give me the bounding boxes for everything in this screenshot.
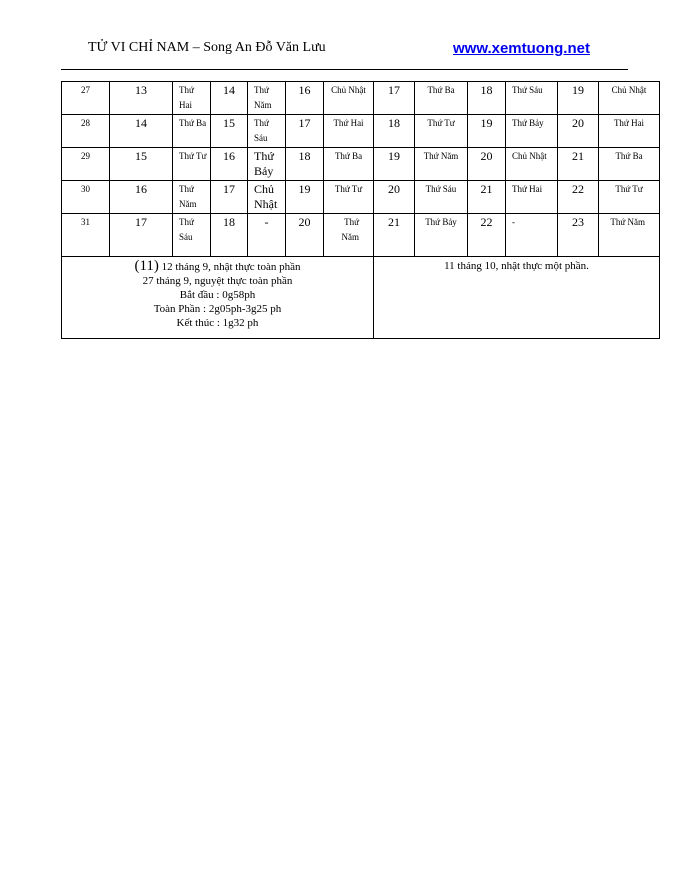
- note-line: Kết thúc : 1g32 ph: [176, 317, 259, 329]
- table-cell: Thứ Tư: [415, 115, 468, 148]
- table-row: [62, 148, 660, 181]
- table-cell: 16: [211, 148, 248, 181]
- note-number: (11): [134, 258, 159, 274]
- table-cell: Thứ Ba: [173, 115, 211, 148]
- table-cell: 20: [286, 214, 324, 257]
- note-line: Toàn Phần : 2g05ph-3g25 ph: [153, 303, 282, 315]
- note-line: 11 tháng 10, nhật thực một phần.: [444, 260, 589, 272]
- table-cell: Thứ Sáu: [248, 115, 286, 148]
- table-cell: 16: [286, 82, 324, 115]
- notes-left-cell: [62, 257, 374, 339]
- table-cell: 19: [558, 82, 599, 115]
- table-cell: Thứ Sáu: [415, 181, 468, 214]
- table-cell: 18: [374, 115, 415, 148]
- table-cell: Thứ Tư: [173, 148, 211, 181]
- table-cell: Thứ Năm: [599, 214, 660, 257]
- table-cell: 20: [468, 148, 506, 181]
- table-cell: 15: [110, 148, 173, 181]
- document-title: TỬ VI CHỈ NAM – Song An Đỗ Văn Lưu: [88, 40, 326, 55]
- table-cell: Thứ Ba: [599, 148, 660, 181]
- table-row: [62, 82, 660, 115]
- table-row: [62, 181, 660, 214]
- table-cell: 31: [62, 214, 110, 257]
- table-cell: 15: [211, 115, 248, 148]
- note-line: 27 tháng 9, nguyệt thực toàn phần: [142, 275, 293, 287]
- table-cell: Thứ Năm: [248, 82, 286, 115]
- table-cell: 27: [62, 82, 110, 115]
- table-cell: 20: [374, 181, 415, 214]
- table-cell: Thứ Ba: [415, 82, 468, 115]
- notes-right-cell: [374, 257, 660, 339]
- table-cell: 17: [374, 82, 415, 115]
- table-cell: Thứ Sáu: [506, 82, 558, 115]
- table-cell: 16: [110, 181, 173, 214]
- table-cell: Thứ Hai: [599, 115, 660, 148]
- table-cell: 17: [211, 181, 248, 214]
- table-cell: Thứ Tư: [599, 181, 660, 214]
- table-cell: 19: [286, 181, 324, 214]
- note-line: Bắt đầu : 0g58ph: [179, 289, 256, 301]
- table-cell: 13: [110, 82, 173, 115]
- table-cell: Thứ Hai: [324, 115, 374, 148]
- note-line: 12 tháng 9, nhật thực toàn phần: [161, 261, 301, 273]
- table-cell: Chủ Nhật: [599, 82, 660, 115]
- table-cell: Thứ Năm: [324, 214, 374, 257]
- table-cell: 17: [110, 214, 173, 257]
- table-cell: Thứ Tư: [324, 181, 374, 214]
- header-divider: [61, 69, 628, 70]
- table-cell: Thứ Năm: [415, 148, 468, 181]
- table-cell: 19: [374, 148, 415, 181]
- table-cell: 17: [286, 115, 324, 148]
- table-cell: 21: [468, 181, 506, 214]
- table-cell: -: [506, 214, 558, 257]
- table-cell: -: [248, 214, 286, 257]
- table-cell: 19: [468, 115, 506, 148]
- table-cell: 23: [558, 214, 599, 257]
- table-cell: Thứ Bảy: [415, 214, 468, 257]
- table-cell: Thứ Hai: [506, 181, 558, 214]
- website-link[interactable]: www.xemtuong.net: [453, 40, 590, 57]
- calendar-table: [61, 81, 660, 339]
- table-cell: 18: [468, 82, 506, 115]
- table-cell: Thứ Sáu: [173, 214, 211, 257]
- notes-row: [62, 257, 660, 339]
- table-cell: Chủ Nhật: [324, 82, 374, 115]
- table-cell: Thứ Hai: [173, 82, 211, 115]
- table-cell: 18: [211, 214, 248, 257]
- table-cell: 20: [558, 115, 599, 148]
- table-cell: Chủ Nhật: [248, 181, 286, 214]
- table-row: [62, 115, 660, 148]
- table-cell: Thứ Ba: [324, 148, 374, 181]
- table-cell: Thứ Bảy: [506, 115, 558, 148]
- table-cell: 18: [286, 148, 324, 181]
- table-cell: 21: [374, 214, 415, 257]
- table-cell: 28: [62, 115, 110, 148]
- table-cell: 14: [211, 82, 248, 115]
- table-cell: 29: [62, 148, 110, 181]
- table-cell: 22: [468, 214, 506, 257]
- table-cell: Chủ Nhật: [506, 148, 558, 181]
- table-cell: 14: [110, 115, 173, 148]
- table-cell: Thứ Bảy: [248, 148, 286, 181]
- table-row: [62, 214, 660, 257]
- table-cell: 21: [558, 148, 599, 181]
- table-cell: Thứ Năm: [173, 181, 211, 214]
- table-cell: 30: [62, 181, 110, 214]
- table-cell: 22: [558, 181, 599, 214]
